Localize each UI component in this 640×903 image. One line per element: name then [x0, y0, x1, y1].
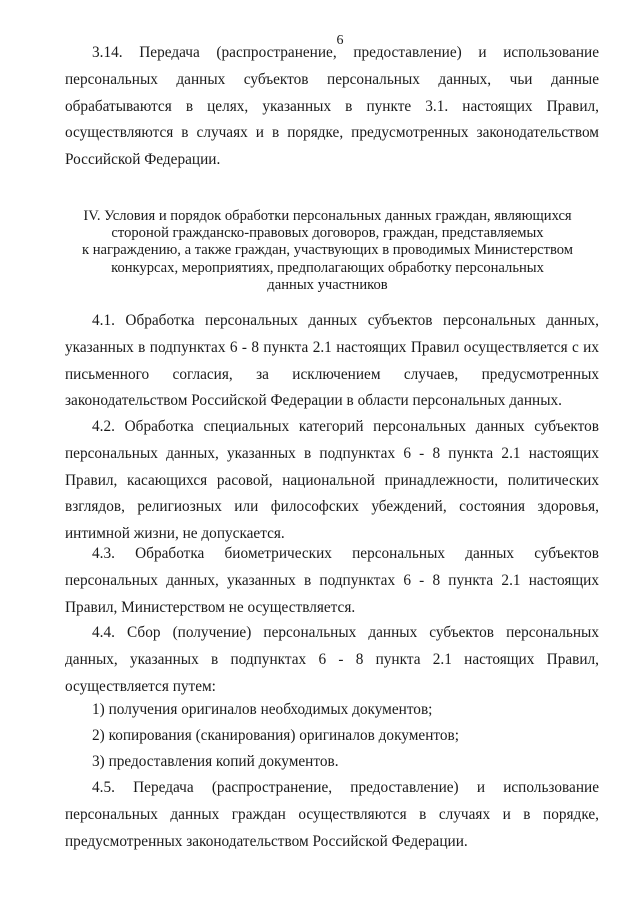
- paragraph-4-1: 4.1. Обработка персональных данных субъектов персональных данных, указанных в подпунктах 6 - 8 пункта 2.1 настоящих Правил осуществляется с их письменного согласия, за исключением случаев, предусмотренных законодательством Российской Федерации в области персональных данных.: [65, 312, 599, 410]
- list-item: 3) предоставления копий документов.: [92, 753, 339, 770]
- section-heading-line: к награждению, а также граждан, участвующих в проводимых Министерством: [81, 242, 574, 259]
- list-item: 2) копирования (сканирования) оригиналов документов;: [92, 727, 459, 744]
- section-heading-line: стороной гражданско-правовых договоров, граждан, представляемых: [111, 225, 544, 242]
- paragraph-4-4: 4.4. Сбор (получение) персональных данных субъектов персональных данных, указанных в подпунктах 6 - 8 пункта 2.1 настоящих Правил, осуществляется путем:: [65, 624, 599, 695]
- list-item: 1) получения оригиналов необходимых документов;: [92, 701, 433, 718]
- paragraph-4-3: 4.3. Обработка биометрических персональных данных субъектов персональных данных, указанных в подпунктах 6 - 8 пункта 2.1 настоящих Правил, Министерством не осуществляется.: [65, 545, 599, 616]
- paragraph-4-5: 4.5. Передача (распространение, предоставление) и использование персональных данных граждан осуществляются в случаях и в порядке, предусмотренных законодательством Российской Федерации.: [65, 779, 599, 850]
- section-heading-iv: [60, 208, 595, 294]
- page-number: 6: [336, 33, 344, 48]
- section-heading-line: конкурсах, мероприятиях, предполагающих обработку персональных: [111, 259, 544, 276]
- paragraph-3-14: 3.14. Передача (распространение, предоставление) и использование персональных данных субъектов персональных данных, чьи данные обрабатываются в целях, указанных в пункте 3.1. настоящих Правил, осуществляются в случаях и в порядке, предусмотренных законодательством Российской Федерации.: [65, 44, 599, 169]
- paragraph-4-2: 4.2. Обработка специальных категорий персональных данных субъектов персональных данных, указанных в подпунктах 6 - 8 пункта 2.1 настоящих Правил, касающихся расовой, национальной принадлежности, политических взглядов, религиозных или философских убеждений, состояния здоровья, интимной жизни, не допускается.: [65, 418, 599, 543]
- section-heading-line: данных участников: [267, 276, 388, 293]
- section-heading-line: IV. Условия и порядок обработки персональных данных граждан, являющихся: [83, 208, 572, 224]
